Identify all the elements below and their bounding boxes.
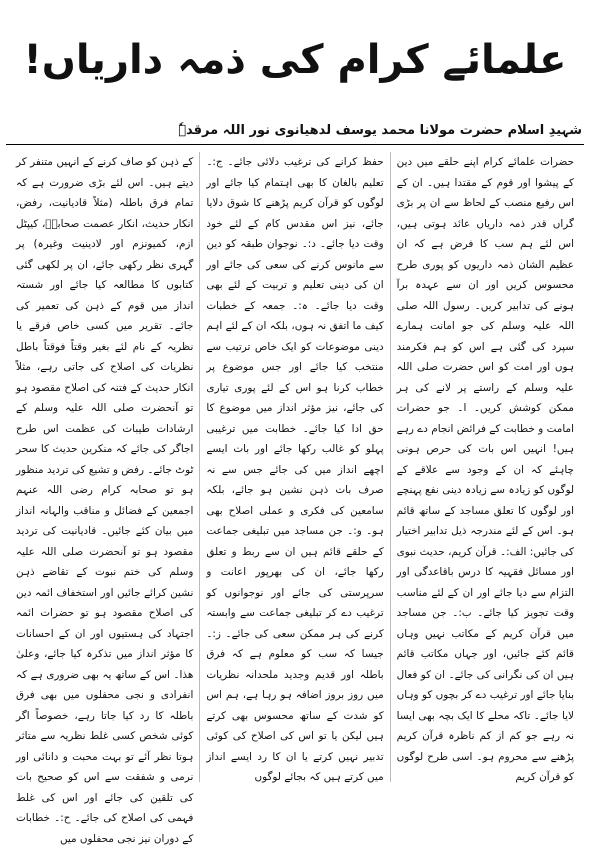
article-columns bbox=[10, 152, 580, 845]
column-text: حضرات علمائے کرام اپنے حلقے میں دین کے پیشوا اور قوم کے مقتدا ہیں۔ ان کے اس رفیع منصب کے لحاظ سے ان پر بڑی گراں قدر ذمہ داریاں عائد ہوتی ہیں، اس لئے ہم سب کا فرض ہے کہ ان عظیم الشان ذمہ داریوں کو پوری طرح محسوس کریں اور ان سے عہدہ برآ ہونے کی تدابیر کریں۔ رسول اللہ صلی اللہ علیہ وسلم کی جو امانت ہمارے سپرد کی گئی ہے اس کو ہم فکرمند ہوں اور امت کو اس حضرت صلی اللہ علیہ وسلم کے راستے پر لانے کی ہر ممکن کوشش کریں۔ ا۔ جو حضرات امامت و خطابت کے فرائض انجام دے رہے ہیں! انہیں اس بات کی حرص ہونی چاہئے کہ ان کے وجود سے علاقے کے لوگوں کو زیادہ سے زیادہ دینی نفع پہنچے اور لوگوں کا تعلق مساجد کے ساتھ قائم ہو۔ اس کے لئے مندرجہ ذیل تدابیر اختیار کی جائیں: الف:۔ قرآن کریم، حدیث نبوی اور مسائل فقہیہ کا درس باقاعدگی اور التزام سے دیا جائے اور ان کے لئے مناسب وقت تجویز کیا جائے۔ ب:۔ جن مساجد میں قرآن کریم کے مکاتب نہیں وہاں قائم کئے جائیں، اور جہاں مکاتب قائم ہیں ان کی نگرانی کی جائے۔ ان کو فعال بنایا جائے اور ترغیب دے کر بچوں کو وہاں لایا جائے۔ تاکہ محلے کا ایک بچہ بھی ایسا نہ رہے جو کم از کم ناظرہ قرآن کریم پڑھنے سے محروم ہو۔ اسی طرح لوگوں کو قرآن کریم bbox=[396, 156, 574, 783]
column-middle bbox=[200, 152, 390, 782]
author-byline: شہیدِ اسلام حضرت مولانا محمد یوسف لدھیانوی نور اللہ مرقدہٗ bbox=[178, 123, 582, 138]
column-left bbox=[10, 152, 200, 845]
column-text: کے ذہن کو صاف کرنے کے انہیں متنفر کر دیتے ہیں۔ اس لئے بڑی ضرورت ہے کہ تمام فرق باطلہ (مثلاً قادیانیت، رفض، انکار حدیث، انکار عصمت صحابہؓ، کیپٹل ازم، کمیونزم اور لادینیت وغیرہ) پر گہری نظر رکھی جائے، ان پر لکھی گئی کتابوں کا مطالعہ کیا جائے اور شستہ انداز میں قوم کے ذہن کی تعمیر کی جائے۔ تقریر میں کسی خاص فرقے یا نظریہ کے نام لئے بغیر وقتاً فوقتاً باطل نظریات کی اصلاح کی جاتی رہے، مثلاً انکار حدیث کے فتنہ کی اصلاح مقصود ہو تو آنحضرت صلی اللہ علیہ وسلم کے ارشادات طیبات کی عظمت اس طرح اجاگر کی جائے کہ منکرین حدیث کا سحر ٹوٹ جائے۔ رفض و تشیع کی تردید منظور ہو تو صحابہ کرام رضی اللہ عنہم اجمعین کے فضائل و مناقب والہانہ انداز میں بیان کئے جائیں۔ قادیانیت کی تردید مقصود ہو تو آنحضرت صلی اللہ علیہ وسلم کی ختم نبوت کے تقاضے ذہن نشین کرائے جائیں اور استخفاف ائمہ دین کی اصلاح مقصود ہو تو حضرات ائمہ اجتہاد کی ہستیوں اور ان کے احسانات کا مؤثر انداز میں تذکرہ کیا جائے، وعلیٰ ھذا۔ اس کے ساتھ یہ بھی ضروری ہے کہ انفرادی و نجی محفلوں میں بھی فرق باطلہ کا رد کیا جاتا رہے، خصوصاً اگر کوئی شخص کسی غلط نظریہ سے متاثر ہوتا نظر آئے تو بہت محبت و دانائی اور نرمی و شفقت سے اس کو صحیح بات کی تلقین کی جائے اور اس کی غلط فہمی کی اصلاح کی جائے۔ ح:۔ خطابات کے دوران نیز نجی محفلوں میں bbox=[16, 156, 194, 845]
header-divider bbox=[6, 144, 584, 145]
column-text: حفظ کرانے کی ترغیب دلائی جائے۔ ج:۔ تعلیم بالغان کا بھی اہتمام کیا جائے اور لوگوں کو قرآن کریم پڑھنے کا شوق دلایا جائے، نیز اس مقدس کام کے لئے خود وقت دیا جائے۔ د:۔ نوجوان طبقہ کو دین سے مانوس کرنے کی سعی کی جائے اور ان کی دینی تعلیم و تربیت کے لئے بھی وقت دیا جائے۔ ہ:۔ جمعہ کے خطبات کیف ما اتفق نہ ہوں، بلکہ ان کے لئے اہم دینی موضوعات کو ایک خاص ترتیب سے منتخب کیا جائے اور جس موضوع پر خطاب کرنا ہو اس کے لئے پوری تیاری کی جائے، نیز مؤثر انداز میں موضوع کا حق ادا کیا جائے۔ خطابت میں ترغیبی پہلو کو غالب رکھا جائے اور بات ایسے اچھے انداز میں کی جائے جس سے نہ صرف بات ذہن نشین ہو جائے، بلکہ سامعین کی فکری و عملی اصلاح بھی ہو۔ و:۔ جن مساجد میں تبلیغی جماعت کے حلقے قائم ہیں ان سے ربط و تعلق رکھا جائے، ان کی بھرپور اعانت و سرپرستی کی جائے اور نوجوانوں کو ترغیب دے کر تبلیغی جماعت سے وابستہ کرنے کی ہر ممکن سعی کی جائے۔ ز:۔ جیسا کہ سب کو معلوم ہے کہ فرق باطلہ اور قدیم وجدید ملحدانہ نظریات میں روز بروز اضافہ ہو رہا ہے، ہم اس کو شدت کے ساتھ محسوس بھی کرتے ہیں لیکن یا تو اس کی اصلاح کی کوئی تدبیر نہیں کرتے یا ان کا رد ایسے انداز میں کرتے ہیں کہ بجائے لوگوں bbox=[206, 156, 384, 783]
column-right bbox=[391, 152, 580, 782]
article-title: علمائے کرام کی ذمہ داریاں! bbox=[23, 37, 567, 83]
